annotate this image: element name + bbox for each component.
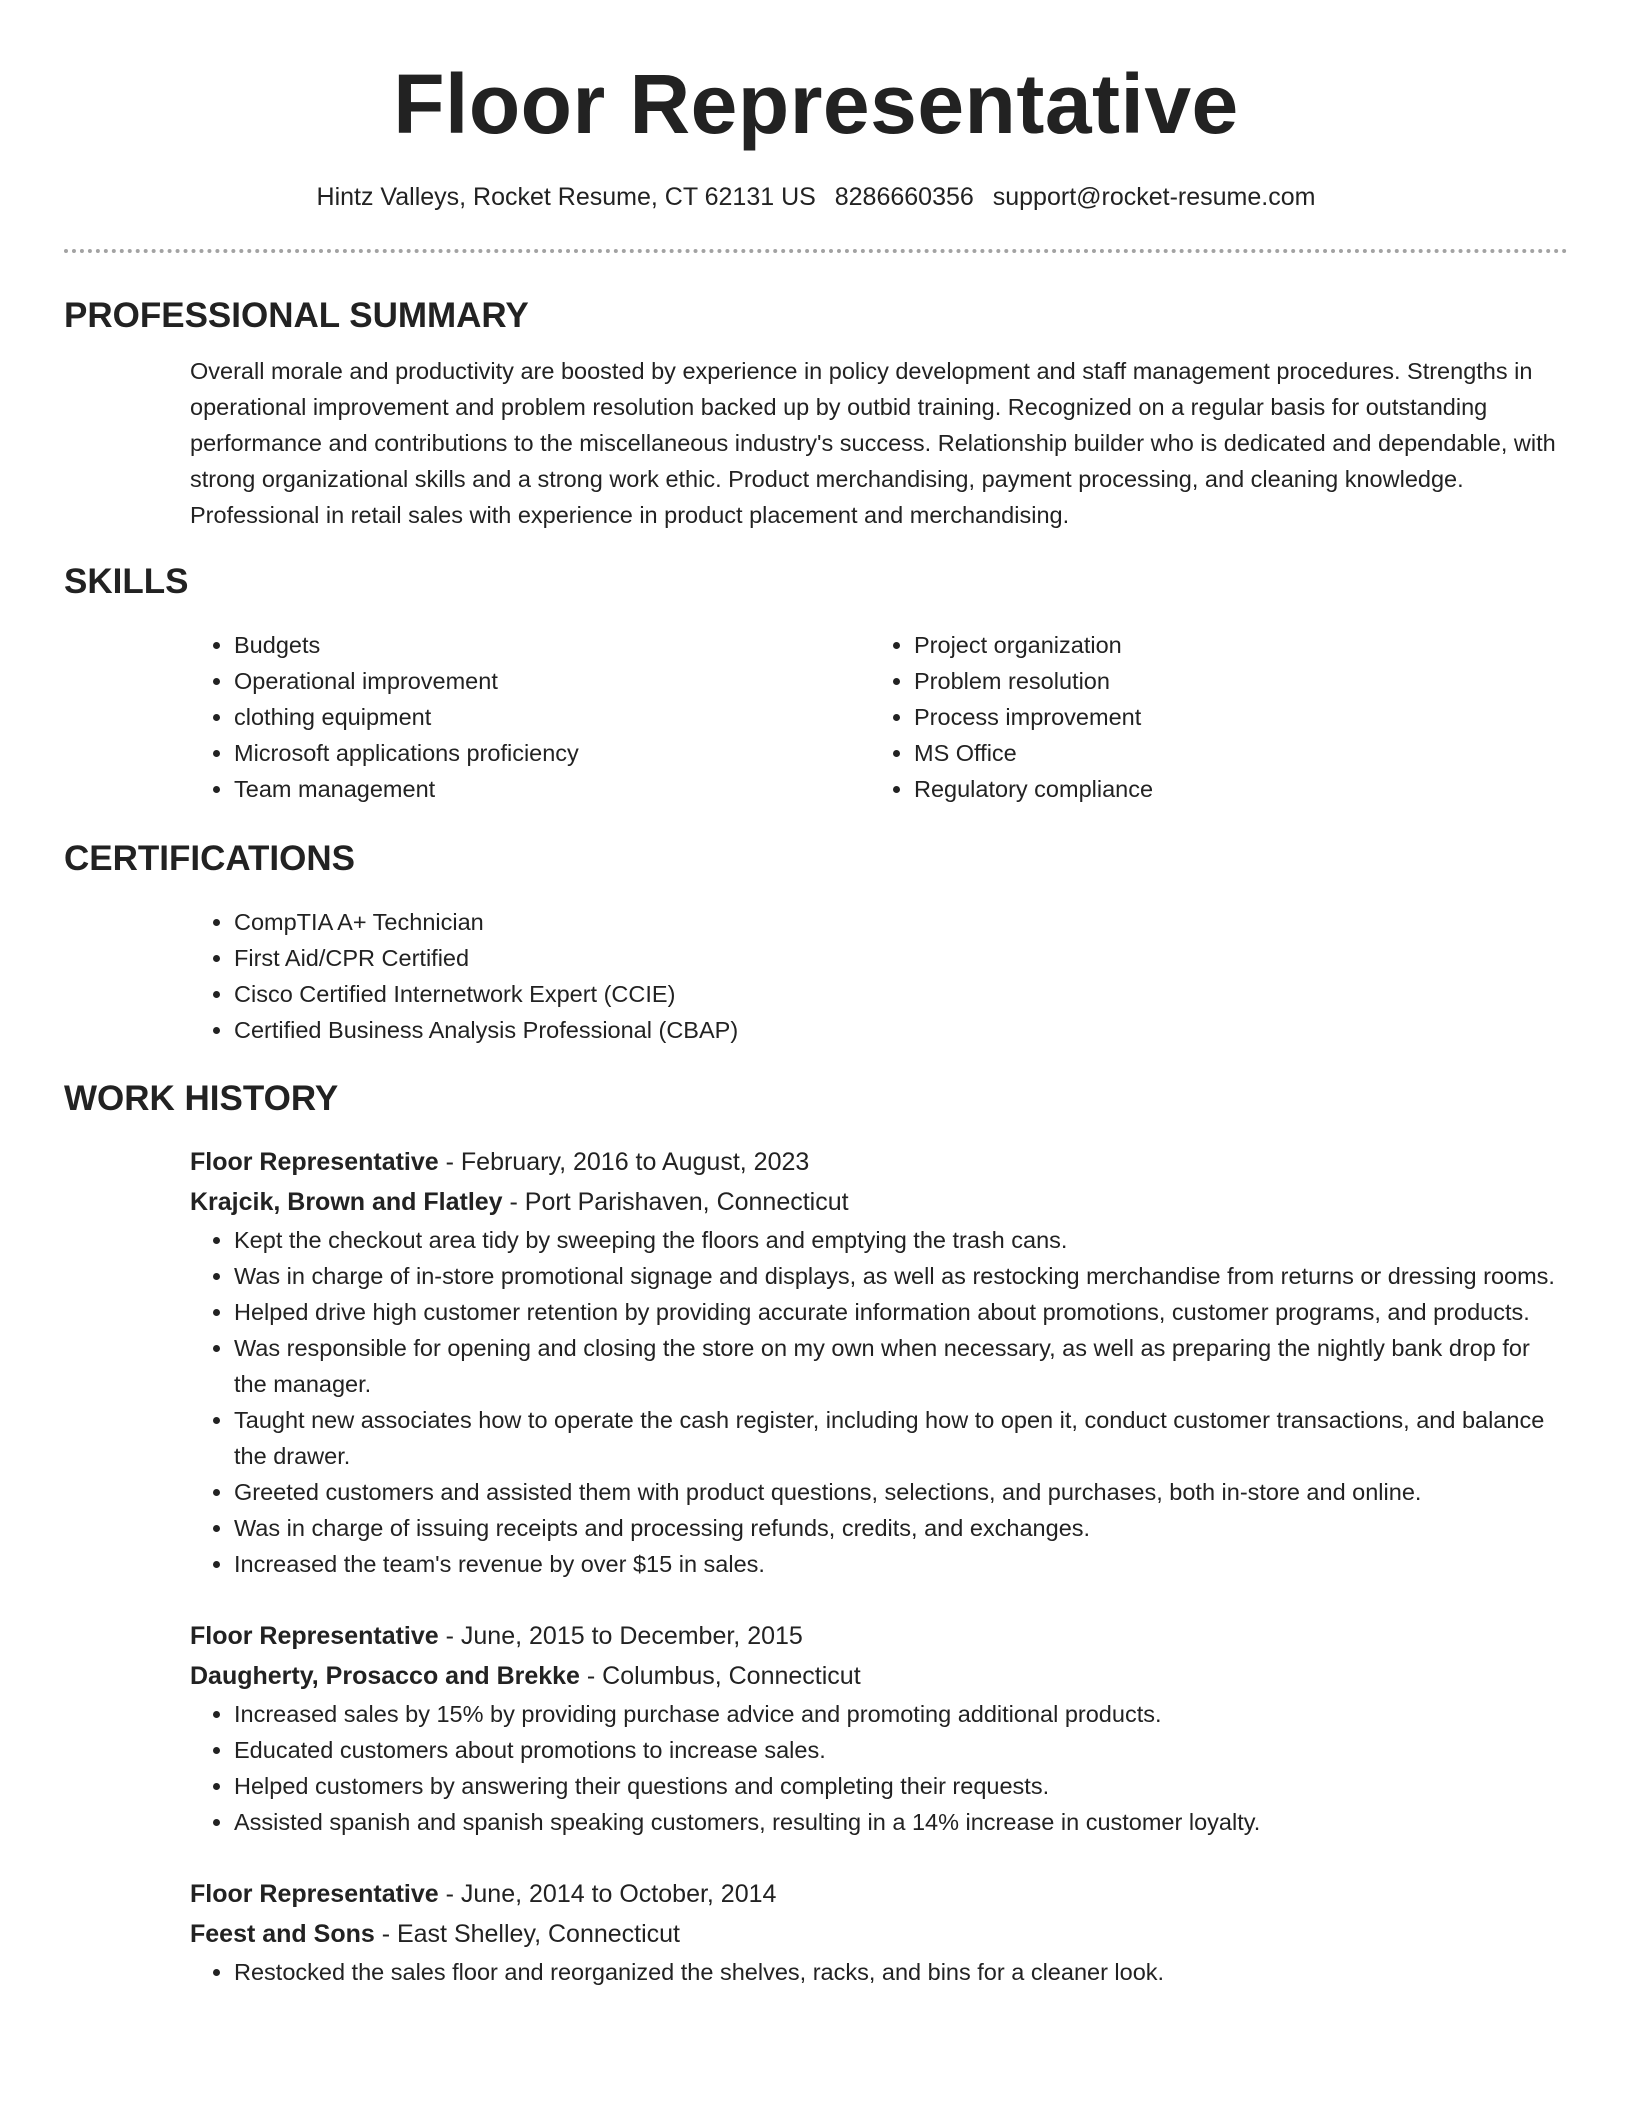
skill-item: • Budgets bbox=[234, 627, 870, 663]
skills-column-left bbox=[190, 627, 870, 807]
job-company-line bbox=[190, 1656, 1568, 1696]
skill-item: • clothing equipment bbox=[234, 699, 870, 735]
job-bullets bbox=[190, 1954, 1568, 1990]
certification-item: • CompTIA A+ Technician bbox=[234, 904, 1568, 940]
contact-phone: 8286660356 bbox=[834, 183, 974, 211]
certifications-list bbox=[64, 904, 1568, 1048]
job-entry bbox=[64, 1874, 1568, 1990]
job-bullet: • Helped customers by answering their questions and completing their requests. bbox=[234, 1768, 1568, 1804]
job-company-line bbox=[190, 1182, 1568, 1222]
job-bullet: • Educated customers about promotions to increase sales. bbox=[234, 1732, 1568, 1768]
job-bullets bbox=[190, 1696, 1568, 1840]
skills-list bbox=[64, 627, 1568, 807]
summary-text: Overall morale and productivity are boosted by experience in policy development and staff management procedures. Strengths in operational improvement and problem resolution backed up by outbid training. Recognized on a regular basis for outstanding performance and contributions to the miscellaneous industry's success. Relationship builder who is dedicated and dependable, with strong organizational skills and a strong work ethic. Product merchandising, payment processing, and cleaning knowledge. Professional in retail sales with experience in product placement and merchandising. bbox=[190, 358, 1556, 528]
job-bullet: • Assisted spanish and spanish speaking customers, resulting in a 14% increase in customer loyalty. bbox=[234, 1804, 1568, 1840]
certification-item: • Certified Business Analysis Professional (CBAP) bbox=[234, 1012, 1568, 1048]
contact-line bbox=[64, 180, 1568, 214]
job-role: Floor Representative bbox=[190, 1148, 439, 1176]
job-bullet: • Was responsible for opening and closing the store on my own when necessary, as well as preparing the nightly bank drop for the manager. bbox=[234, 1330, 1568, 1402]
skill-item: • MS Office bbox=[914, 735, 1550, 771]
job-location: - Columbus, Connecticut bbox=[579, 1662, 861, 1690]
contact-address: Hintz Valleys, Rocket Resume, CT 62131 US bbox=[316, 183, 816, 211]
job-company-line bbox=[190, 1914, 1568, 1954]
skill-item: • Problem resolution bbox=[914, 663, 1550, 699]
section-title-summary: PROFESSIONAL SUMMARY bbox=[64, 296, 529, 335]
job-role-line bbox=[190, 1616, 1568, 1656]
page-title: Floor Representative bbox=[393, 57, 1239, 151]
section-title-skills: SKILLS bbox=[64, 562, 189, 601]
job-bullet: • Kept the checkout area tidy by sweeping the floors and emptying the trash cans. bbox=[234, 1222, 1568, 1258]
job-entry bbox=[64, 1142, 1568, 1582]
section-title-certifications: CERTIFICATIONS bbox=[64, 839, 356, 878]
job-bullet: • Restocked the sales floor and reorganized the shelves, racks, and bins for a cleaner look. bbox=[234, 1954, 1568, 1990]
job-location: - Port Parishaven, Connecticut bbox=[502, 1188, 849, 1216]
job-role: Floor Representative bbox=[190, 1880, 439, 1908]
skill-item: • Operational improvement bbox=[234, 663, 870, 699]
job-entry bbox=[64, 1616, 1568, 1840]
job-dates: - June, 2014 to October, 2014 bbox=[438, 1880, 777, 1908]
job-company: Feest and Sons bbox=[190, 1920, 375, 1948]
job-bullet: • Taught new associates how to operate the cash register, including how to open it, conduct customer transactions, and balance the drawer. bbox=[234, 1402, 1568, 1474]
resume-page bbox=[64, 0, 1568, 1990]
header-divider bbox=[64, 249, 1568, 253]
skill-item: • Microsoft applications proficiency bbox=[234, 735, 870, 771]
skill-item: • Team management bbox=[234, 771, 870, 807]
contact-email: support@rocket-resume.com bbox=[992, 183, 1316, 211]
skill-item: • Regulatory compliance bbox=[914, 771, 1550, 807]
job-role: Floor Representative bbox=[190, 1622, 439, 1650]
skills-column-right bbox=[870, 627, 1550, 807]
job-location: - East Shelley, Connecticut bbox=[374, 1920, 681, 1948]
section-title-work-history: WORK HISTORY bbox=[64, 1079, 339, 1118]
certification-item: • Cisco Certified Internetwork Expert (CCIE) bbox=[234, 976, 1568, 1012]
job-bullets bbox=[190, 1222, 1568, 1582]
certification-item: • First Aid/CPR Certified bbox=[234, 940, 1568, 976]
job-bullet: • Increased the team's revenue by over $15 in sales. bbox=[234, 1546, 1568, 1582]
job-dates: - June, 2015 to December, 2015 bbox=[438, 1622, 803, 1650]
job-company: Krajcik, Brown and Flatley bbox=[190, 1188, 503, 1216]
job-bullet: • Was in charge of issuing receipts and processing refunds, credits, and exchanges. bbox=[234, 1510, 1568, 1546]
job-bullet: • Greeted customers and assisted them with product questions, selections, and purchases, both in-store and online. bbox=[234, 1474, 1568, 1510]
skill-item: • Process improvement bbox=[914, 699, 1550, 735]
job-bullet: • Increased sales by 15% by providing purchase advice and promoting additional products. bbox=[234, 1696, 1568, 1732]
job-company: Daugherty, Prosacco and Brekke bbox=[190, 1662, 580, 1690]
job-role-line bbox=[190, 1142, 1568, 1182]
job-dates: - February, 2016 to August, 2023 bbox=[438, 1148, 810, 1176]
job-bullet: • Was in charge of in-store promotional signage and displays, as well as restocking merchandise from returns or dressing rooms. bbox=[234, 1258, 1568, 1294]
job-bullet: • Helped drive high customer retention by providing accurate information about promotions, customer programs, and products. bbox=[234, 1294, 1568, 1330]
job-role-line bbox=[190, 1874, 1568, 1914]
skill-item: • Project organization bbox=[914, 627, 1550, 663]
